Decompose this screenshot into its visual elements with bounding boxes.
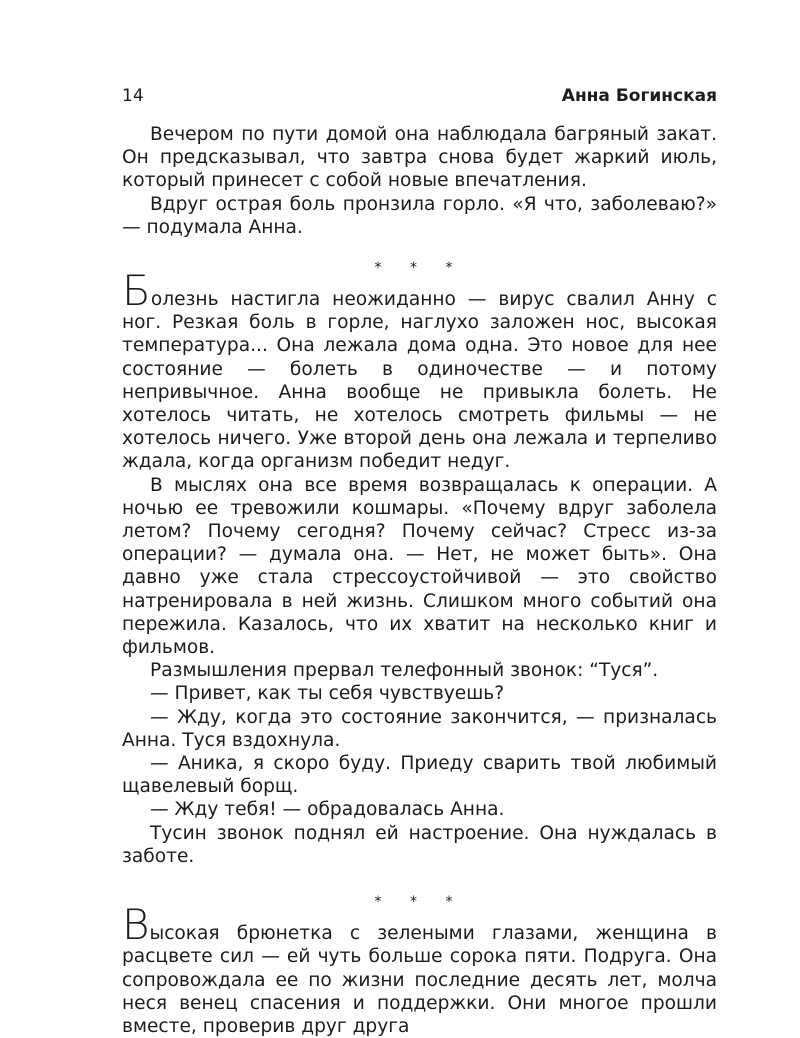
paragraph: Тусин звонок поднял ей настроение. Она нуждалась в заботе.	[122, 822, 717, 867]
body-text	[122, 123, 717, 1038]
paragraph: Вдруг острая боль пронзила горло. «Я что, заболеваю?» — подумала Анна.	[122, 193, 717, 238]
paragraph	[122, 266, 717, 474]
paragraph: Вечером по пути домой она наблюдала багряный закат. Он предсказывал, что завтра снова будет жаркий июль, который принесет с собой новые впечатления.	[122, 124, 717, 192]
paragraph: — Аника, я скоро буду. Приеду сварить твой любимый щавелевый борщ.	[122, 753, 717, 798]
paragraph-text: олезнь настигла неожиданно — вирус свалил Анну с ног. Резкая боль в горле, наглухо заложен нос, высокая температура... Она лежала дома одна. Это новое для нее состояние — болеть в одиночестве — и потому непривычное. Анна вообще не привыкла болеть. Не хотелось читать, не хотелось смотреть фильмы — не хотелось ничего. Уже второй день она лежала и терпеливо ждала, когда организм победит недуг.	[122, 289, 717, 473]
paragraph-text: ысокая брюнетка с зелеными глазами, женщина в расцвете сил — ей чуть больше сорока пяти. Подруга. Она сопровождала ее по жизни последние десять лет, молча неся венец спасения и поддержки. Они многое прошли вместе, проверив друг друга	[122, 923, 717, 1037]
paragraph: — Жду, когда это состояние закончится, — призналась Анна. Туся вздохнула.	[122, 706, 717, 751]
paragraph	[122, 900, 717, 1038]
scene-break: * * *	[374, 894, 465, 911]
running-head-author: Анна Богинская	[561, 86, 717, 106]
paragraph: В мыслях она все время возвращалась к операции. А ночью ее тревожили кошмары. «Почему вдруг заболела летом? Почему сегодня? Почему сейчас? Стресс из-за операции? — думала она. — Нет, не может быть». Она давно уже стала стрессоустойчивой — это свойство натренировала в ней жизнь. Слишком много событий она пережила. Казалось, что их хватит на несколько книг и фильмов.	[122, 474, 717, 659]
page-number: 14	[122, 86, 144, 106]
paragraph: — Жду тебя! — обрадовалась Анна.	[150, 799, 505, 821]
scene-break: * * *	[374, 260, 465, 277]
paragraph: — Привет, как ты себя чувствуешь?	[150, 683, 505, 705]
paragraph: Размышления прервал телефонный звонок: “Туся”.	[150, 660, 659, 682]
initial-letter: Б	[122, 266, 151, 316]
initial-letter: В	[122, 900, 150, 950]
